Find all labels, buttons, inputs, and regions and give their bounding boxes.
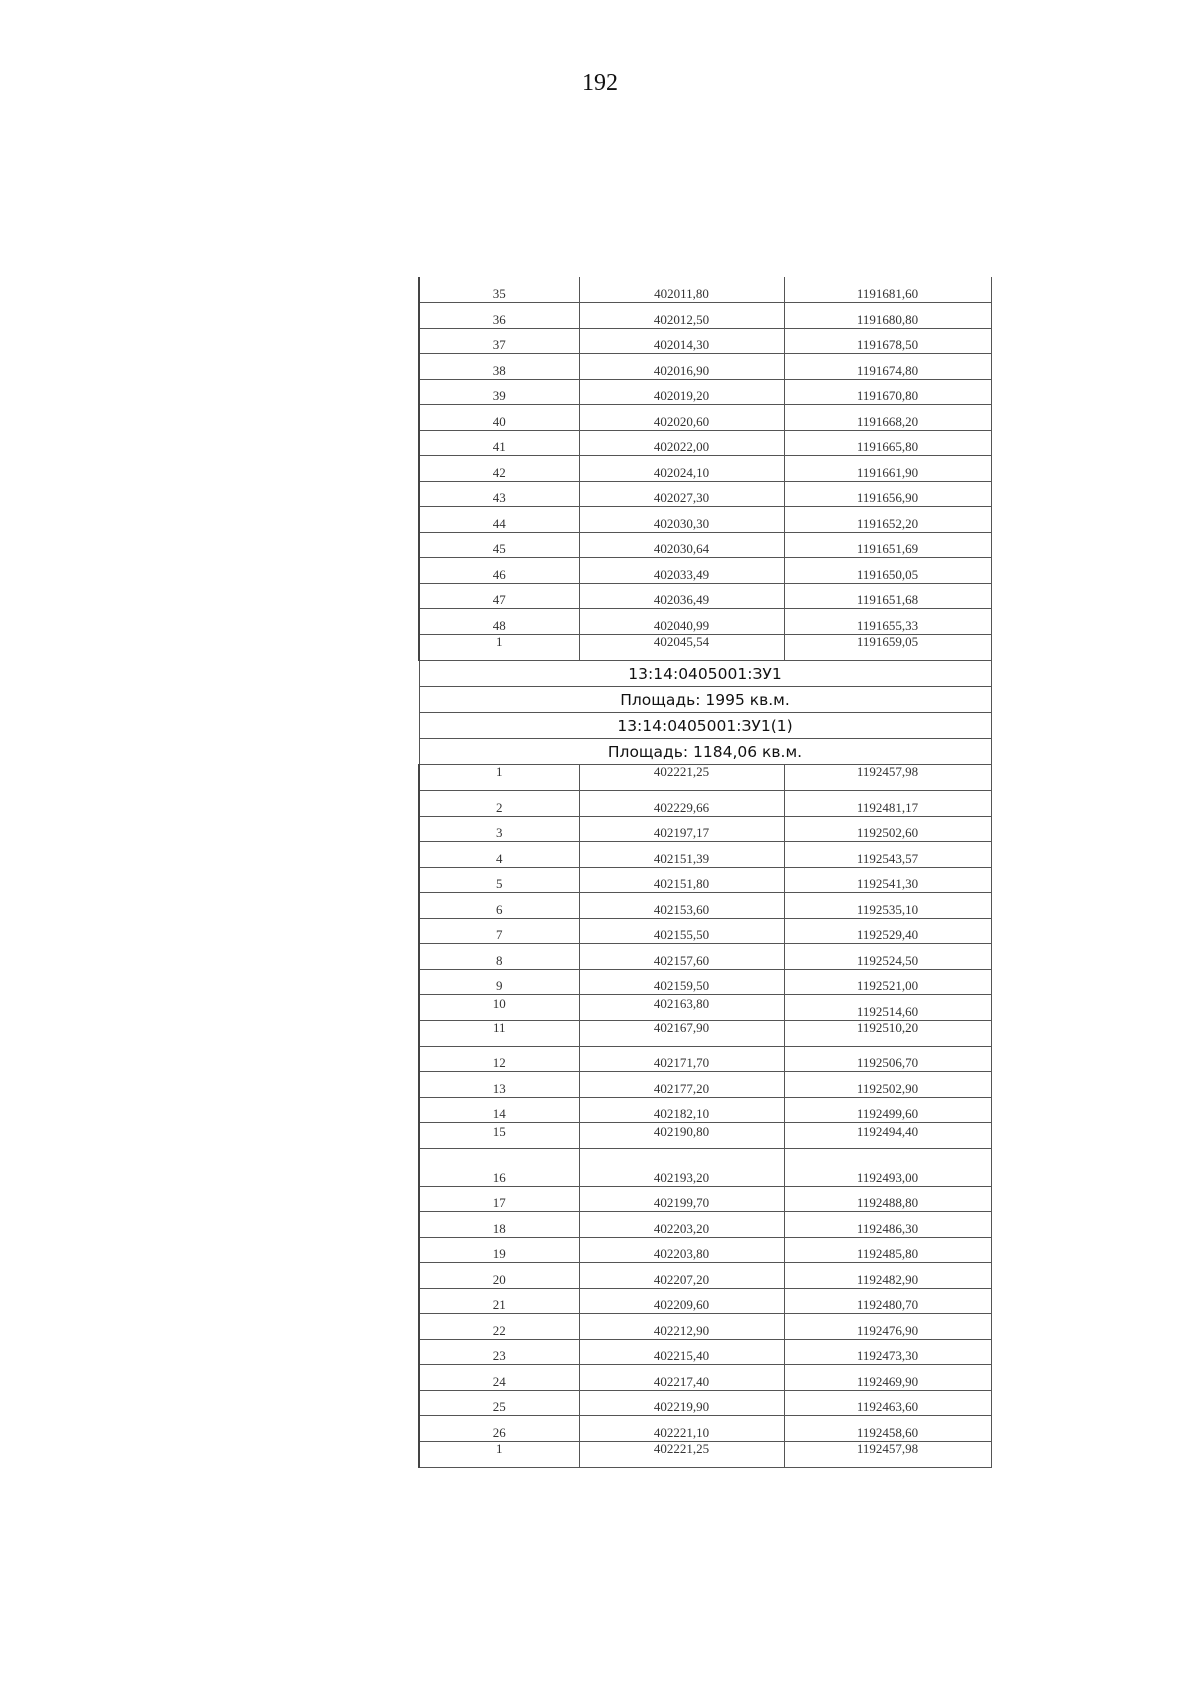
coord-y: 1192510,20 bbox=[784, 1020, 991, 1046]
point-number: 41 bbox=[419, 430, 579, 456]
coord-x: 402019,20 bbox=[579, 379, 784, 405]
coord-x: 402016,90 bbox=[579, 354, 784, 380]
coord-x: 402151,80 bbox=[579, 867, 784, 893]
coord-x: 402209,60 bbox=[579, 1288, 784, 1314]
table-row bbox=[419, 456, 991, 482]
point-number: 47 bbox=[419, 583, 579, 609]
table-row bbox=[419, 1237, 991, 1263]
table-row bbox=[419, 918, 991, 944]
point-number: 14 bbox=[419, 1097, 579, 1123]
point-number: 44 bbox=[419, 507, 579, 533]
point-number: 4 bbox=[419, 842, 579, 868]
table-row bbox=[419, 1416, 991, 1442]
point-number: 2 bbox=[419, 791, 579, 817]
coord-x: 402177,20 bbox=[579, 1072, 784, 1098]
point-number: 42 bbox=[419, 456, 579, 482]
table-row bbox=[419, 867, 991, 893]
table-row bbox=[419, 995, 991, 1021]
table-row bbox=[419, 1365, 991, 1391]
table-row bbox=[419, 1186, 991, 1212]
section-header-row bbox=[419, 661, 991, 687]
coord-y: 1191659,05 bbox=[784, 635, 991, 661]
table-row bbox=[419, 1390, 991, 1416]
coord-x: 402022,00 bbox=[579, 430, 784, 456]
coord-x: 402024,10 bbox=[579, 456, 784, 482]
table-row bbox=[419, 507, 991, 533]
coord-x: 402215,40 bbox=[579, 1339, 784, 1365]
table-row bbox=[419, 558, 991, 584]
point-number: 45 bbox=[419, 532, 579, 558]
point-number: 19 bbox=[419, 1237, 579, 1263]
table-row bbox=[419, 379, 991, 405]
coord-y: 1192493,00 bbox=[784, 1148, 991, 1186]
coord-y: 1192521,00 bbox=[784, 969, 991, 995]
point-number: 10 bbox=[419, 995, 579, 1021]
coord-x: 402167,90 bbox=[579, 1020, 784, 1046]
coord-x: 402157,60 bbox=[579, 944, 784, 970]
section-header-row bbox=[419, 739, 991, 765]
table-row bbox=[419, 277, 991, 303]
coord-y: 1192473,30 bbox=[784, 1339, 991, 1365]
coord-y: 1192535,10 bbox=[784, 893, 991, 919]
point-number: 20 bbox=[419, 1263, 579, 1289]
coord-y: 1192458,60 bbox=[784, 1416, 991, 1442]
table-row bbox=[419, 1123, 991, 1149]
table-row bbox=[419, 969, 991, 995]
point-number: 1 bbox=[419, 765, 579, 791]
parcel-area: Площадь: 1995 кв.м. bbox=[419, 687, 991, 713]
coord-y: 1192543,57 bbox=[784, 842, 991, 868]
coord-y: 1192502,90 bbox=[784, 1072, 991, 1098]
table-row bbox=[419, 430, 991, 456]
point-number: 9 bbox=[419, 969, 579, 995]
coord-x: 402151,39 bbox=[579, 842, 784, 868]
point-number: 46 bbox=[419, 558, 579, 584]
table-row bbox=[419, 303, 991, 329]
coord-y: 1191652,20 bbox=[784, 507, 991, 533]
table-row bbox=[419, 816, 991, 842]
table-row bbox=[419, 1097, 991, 1123]
table-row bbox=[419, 481, 991, 507]
point-number: 15 bbox=[419, 1123, 579, 1149]
coord-y: 1191661,90 bbox=[784, 456, 991, 482]
point-number: 25 bbox=[419, 1390, 579, 1416]
table-row bbox=[419, 1072, 991, 1098]
coord-y: 1192457,98 bbox=[784, 1442, 991, 1468]
coord-x: 402229,66 bbox=[579, 791, 784, 817]
point-number: 23 bbox=[419, 1339, 579, 1365]
point-number: 17 bbox=[419, 1186, 579, 1212]
coord-y: 1192482,90 bbox=[784, 1263, 991, 1289]
table-row bbox=[419, 1148, 991, 1186]
point-number: 26 bbox=[419, 1416, 579, 1442]
table-row bbox=[419, 1339, 991, 1365]
coord-x: 402163,80 bbox=[579, 995, 784, 1021]
coord-x: 402203,20 bbox=[579, 1212, 784, 1238]
point-number: 21 bbox=[419, 1288, 579, 1314]
point-number: 1 bbox=[419, 1442, 579, 1468]
coord-x: 402171,70 bbox=[579, 1046, 784, 1072]
table-row bbox=[419, 609, 991, 635]
table-row bbox=[419, 405, 991, 431]
coord-x: 402182,10 bbox=[579, 1097, 784, 1123]
point-number: 6 bbox=[419, 893, 579, 919]
coord-y: 1191670,80 bbox=[784, 379, 991, 405]
point-number: 22 bbox=[419, 1314, 579, 1340]
section-header-row bbox=[419, 713, 991, 739]
point-number: 7 bbox=[419, 918, 579, 944]
coord-y: 1192469,90 bbox=[784, 1365, 991, 1391]
coord-x: 402217,40 bbox=[579, 1365, 784, 1391]
coord-y: 1192494,40 bbox=[784, 1123, 991, 1149]
table-row bbox=[419, 635, 991, 661]
coord-x: 402221,10 bbox=[579, 1416, 784, 1442]
coordinates-table bbox=[418, 277, 992, 1468]
coord-y: 1191680,80 bbox=[784, 303, 991, 329]
point-number: 13 bbox=[419, 1072, 579, 1098]
coord-y: 1191668,20 bbox=[784, 405, 991, 431]
coord-y: 1192502,60 bbox=[784, 816, 991, 842]
coord-x: 402020,60 bbox=[579, 405, 784, 431]
table-row bbox=[419, 1288, 991, 1314]
coord-x: 402190,80 bbox=[579, 1123, 784, 1149]
coord-x: 402159,50 bbox=[579, 969, 784, 995]
point-number: 40 bbox=[419, 405, 579, 431]
table-row bbox=[419, 1046, 991, 1072]
coord-x: 402027,30 bbox=[579, 481, 784, 507]
table-row bbox=[419, 893, 991, 919]
point-number: 39 bbox=[419, 379, 579, 405]
coord-y: 1192485,80 bbox=[784, 1237, 991, 1263]
coord-y: 1191650,05 bbox=[784, 558, 991, 584]
coord-x: 402155,50 bbox=[579, 918, 784, 944]
table-row bbox=[419, 842, 991, 868]
table-row bbox=[419, 944, 991, 970]
coord-x: 402036,49 bbox=[579, 583, 784, 609]
point-number: 38 bbox=[419, 354, 579, 380]
table-row bbox=[419, 1020, 991, 1046]
coord-y: 1192506,70 bbox=[784, 1046, 991, 1072]
point-number: 18 bbox=[419, 1212, 579, 1238]
coord-x: 402193,20 bbox=[579, 1148, 784, 1186]
coord-x: 402153,60 bbox=[579, 893, 784, 919]
coord-x: 402221,25 bbox=[579, 1442, 784, 1468]
table-row bbox=[419, 1314, 991, 1340]
table-row bbox=[419, 532, 991, 558]
subparcel-area: Площадь: 1184,06 кв.м. bbox=[419, 739, 991, 765]
table-row bbox=[419, 328, 991, 354]
coord-y: 1192480,70 bbox=[784, 1288, 991, 1314]
coord-y: 1192476,90 bbox=[784, 1314, 991, 1340]
section-header-row bbox=[419, 687, 991, 713]
coord-y: 1191681,60 bbox=[784, 277, 991, 303]
coord-y: 1191665,80 bbox=[784, 430, 991, 456]
coord-y: 1192488,80 bbox=[784, 1186, 991, 1212]
coord-x: 402212,90 bbox=[579, 1314, 784, 1340]
point-number: 3 bbox=[419, 816, 579, 842]
point-number: 43 bbox=[419, 481, 579, 507]
coord-x: 402030,30 bbox=[579, 507, 784, 533]
point-number: 5 bbox=[419, 867, 579, 893]
coord-y: 1191651,68 bbox=[784, 583, 991, 609]
table-row bbox=[419, 1212, 991, 1238]
point-number: 12 bbox=[419, 1046, 579, 1072]
coord-x: 402030,64 bbox=[579, 532, 784, 558]
coord-y: 1192481,17 bbox=[784, 791, 991, 817]
parcel-cadastral-number: 13:14:0405001:ЗУ1 bbox=[419, 661, 991, 687]
coord-y: 1192457,98 bbox=[784, 765, 991, 791]
coord-x: 402203,80 bbox=[579, 1237, 784, 1263]
coord-x: 402033,49 bbox=[579, 558, 784, 584]
point-number: 11 bbox=[419, 1020, 579, 1046]
point-number: 35 bbox=[419, 277, 579, 303]
coord-x: 402221,25 bbox=[579, 765, 784, 791]
coord-x: 402012,50 bbox=[579, 303, 784, 329]
coord-y: 1192524,50 bbox=[784, 944, 991, 970]
table-row bbox=[419, 583, 991, 609]
table-row bbox=[419, 1442, 991, 1468]
coord-x: 402040,99 bbox=[579, 609, 784, 635]
table-row bbox=[419, 765, 991, 791]
table-row bbox=[419, 1263, 991, 1289]
point-number: 1 bbox=[419, 635, 579, 661]
coord-y: 1191656,90 bbox=[784, 481, 991, 507]
coord-x: 402197,17 bbox=[579, 816, 784, 842]
coord-x: 402011,80 bbox=[579, 277, 784, 303]
coord-y: 1192463,60 bbox=[784, 1390, 991, 1416]
point-number: 8 bbox=[419, 944, 579, 970]
coord-y: 1192514,60 bbox=[784, 995, 991, 1021]
coord-x: 402045,54 bbox=[579, 635, 784, 661]
table-row bbox=[419, 354, 991, 380]
table-row bbox=[419, 791, 991, 817]
coord-y: 1192529,40 bbox=[784, 918, 991, 944]
point-number: 37 bbox=[419, 328, 579, 354]
coord-y: 1191674,80 bbox=[784, 354, 991, 380]
coordinates-table-body bbox=[419, 277, 991, 1468]
coord-x: 402207,20 bbox=[579, 1263, 784, 1289]
coord-x: 402199,70 bbox=[579, 1186, 784, 1212]
subparcel-cadastral-number: 13:14:0405001:ЗУ1(1) bbox=[419, 713, 991, 739]
point-number: 16 bbox=[419, 1148, 579, 1186]
coord-y: 1192486,30 bbox=[784, 1212, 991, 1238]
coord-y: 1191655,33 bbox=[784, 609, 991, 635]
coord-y: 1191651,69 bbox=[784, 532, 991, 558]
point-number: 36 bbox=[419, 303, 579, 329]
coord-x: 402014,30 bbox=[579, 328, 784, 354]
coord-y: 1191678,50 bbox=[784, 328, 991, 354]
coord-y: 1192499,60 bbox=[784, 1097, 991, 1123]
point-number: 24 bbox=[419, 1365, 579, 1391]
point-number: 48 bbox=[419, 609, 579, 635]
coord-x: 402219,90 bbox=[579, 1390, 784, 1416]
page-number: 192 bbox=[582, 70, 618, 96]
coord-y: 1192541,30 bbox=[784, 867, 991, 893]
